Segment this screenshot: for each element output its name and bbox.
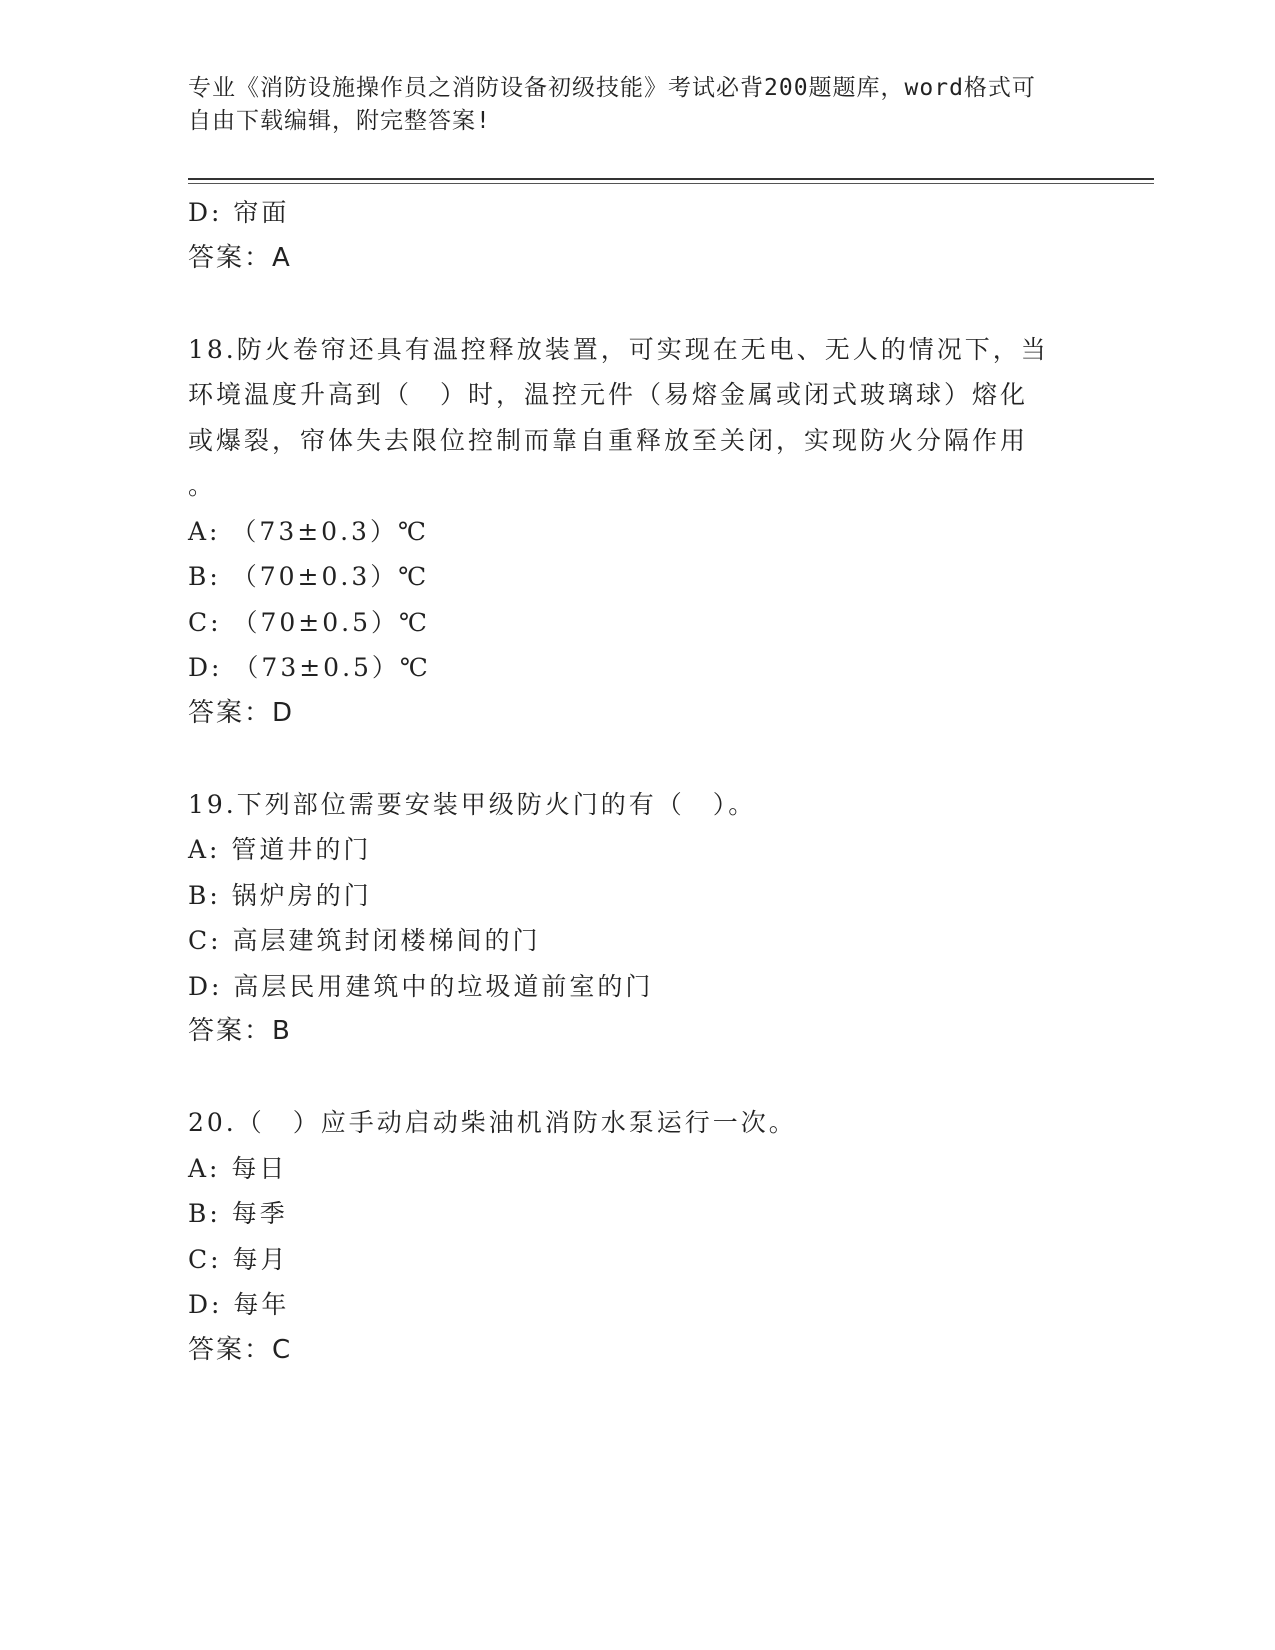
option-d: D: 高层民用建筑中的垃圾道前室的门 bbox=[188, 971, 654, 1001]
question-stem: 19.下列部位需要安装甲级防火门的有（ ）。 bbox=[188, 789, 757, 819]
option-b: B: 每季 bbox=[188, 1199, 288, 1228]
spacer bbox=[188, 281, 1088, 327]
option-c: C: 每月 bbox=[188, 1244, 289, 1274]
answer-line: 答案：D bbox=[188, 697, 295, 728]
header-divider-thick bbox=[188, 178, 1154, 180]
option-d: D: 帘面 bbox=[188, 198, 290, 227]
option-d: D: （73±0.5）℃ bbox=[188, 653, 431, 682]
question-20 bbox=[188, 1100, 1088, 1373]
question-stem: 20.（ ）应手动启动柴油机消防水泵运行一次。 bbox=[188, 1108, 797, 1137]
option-a: A: 每日 bbox=[188, 1153, 288, 1183]
option-a: A: （73±0.3）℃ bbox=[188, 516, 429, 546]
option-c: C: （70±0.5）℃ bbox=[188, 607, 430, 637]
question-stem-line: 18.防火卷帘还具有温控释放装置，可实现在无电、无人的情况下，当 bbox=[188, 334, 1049, 364]
answer-line: 答案：B bbox=[188, 1016, 292, 1046]
document-header bbox=[188, 72, 1088, 138]
option-d: D: 每年 bbox=[188, 1290, 290, 1319]
option-b: B: 锅炉房的门 bbox=[188, 880, 372, 910]
question-stem-line: 或爆裂，帘体失去限位控制而靠自重释放至关闭，实现防火分隔作用 bbox=[188, 425, 1029, 455]
question-stem-line: 环境温度升高到（ ）时，温控元件（易熔金属或闭式玻璃球）熔化 bbox=[188, 380, 1029, 409]
question-19 bbox=[188, 782, 1088, 1055]
header-line-2: 自由下载编辑，附完整答案! bbox=[188, 108, 491, 134]
option-c: C: 高层建筑封闭楼梯间的门 bbox=[188, 926, 541, 955]
spacer bbox=[188, 1055, 1088, 1101]
question-17-tail bbox=[188, 190, 1088, 281]
question-18 bbox=[188, 327, 1088, 737]
spacer bbox=[188, 736, 1088, 782]
question-stem-line: 。 bbox=[188, 471, 217, 500]
option-a: A: 管道井的门 bbox=[188, 835, 372, 864]
header-divider-thin bbox=[188, 183, 1154, 184]
answer-line: 答案：C bbox=[188, 1334, 293, 1365]
header-line-1: 专业《消防设施操作员之消防设备初级技能》考试必背200题题库，word格式可 bbox=[188, 75, 1036, 101]
question-content bbox=[188, 190, 1088, 1373]
answer-line: 答案：A bbox=[188, 242, 292, 273]
option-b: B: （70±0.3）℃ bbox=[188, 562, 430, 591]
